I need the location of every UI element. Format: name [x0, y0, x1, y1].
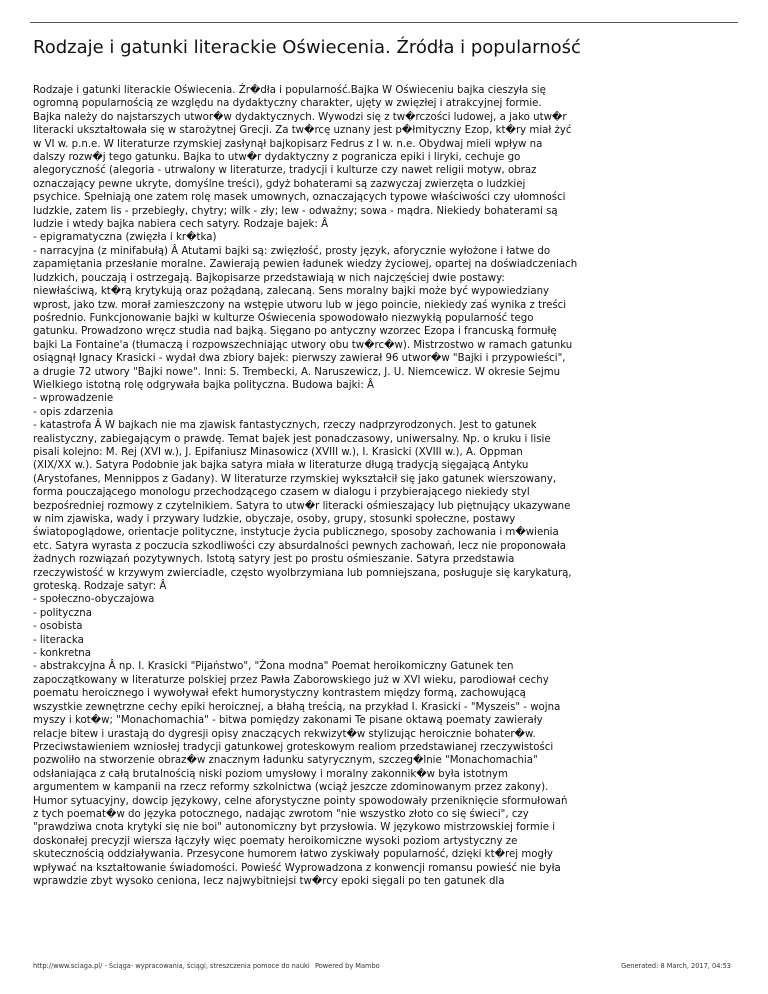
text-line: groteską. Rodzaje satyr: Â [33, 581, 167, 593]
text-line: Rodzaje i gatunki literackie Oświecenia. Źr�dła i popularność.Bajka W Oświeceniu bajka cieszyła się [33, 85, 546, 96]
page-footer [33, 962, 731, 974]
text-line: a drugie 72 utwory "Bajki nowe". Inni: S. Trembecki, A. Naruszewicz, J. U. Niemcewicz. W okresie Sejmu [33, 366, 561, 378]
text-line: relacje bitew i urastają do dygresji opisy znaczących rekwizyt�w stylizując heroicznie bohater�w. [33, 728, 536, 740]
text-line: psychice. Spełniają one zatem rolę masek umownych, oznaczających typowe właściwości czy ułomności [33, 192, 566, 204]
footer-powered-by: Powered by Mambo [315, 962, 380, 970]
text-line: - katastrofa Â W bajkach nie ma zjawisk fantastycznych, rzeczy nadprzyrodzonych. Jest to gatunek [33, 420, 537, 432]
text-line: - abstrakcyjna Â np. I. Krasicki "Pijaństwo", "Żona modna" Poemat heroikomiczny Gatunek ten [33, 661, 514, 673]
text-line: zapamiętania przesłanie moralne. Zawierają pewien ładunek wiedzy życiowej, opartej na doświadczeniach [33, 259, 578, 271]
footer-generated-date: Generated: 8 March, 2017, 04:53 [621, 962, 731, 970]
text-line: realistyczny, zabiegającym o prawdę. Temat bajek jest ponadczasowy, uniwersalny. Np. o kruku i lisie [33, 433, 551, 445]
text-line: ludzkie, zatem lis - przebiegły, chytry; wilk - zły; lew - odważny; sowa - mądra. Niekiedy bohaterami są [33, 205, 558, 217]
article-body [33, 84, 733, 888]
text-line: - narracyjna (z minifabułą) Â Atutami bajki są: zwięzłość, prosty język, aforycznie wyłożone i łatwe do [33, 245, 551, 257]
text-line: w VI w. p.n.e. W literaturze rzymskiej zasłynął bajkopisarz Fedrus z I w. n.e. Obydwaj mieli wpływ na [33, 138, 543, 150]
text-line: - epigramatyczna (zwięzła i kr�tka) [33, 232, 217, 244]
text-line: - społeczno-obyczajowa [33, 594, 155, 606]
text-line: ludzie i wtedy bajka nabiera cech satyry. Rodzaje bajek: Â [33, 219, 329, 231]
text-line: wprost, jako tzw. morał zamieszczony na wstępie utworu lub w jego poincie, niekiedy zaś wynika z treści [33, 299, 567, 311]
text-line: żadnych rozwiązań pozytywnych. Istotą satyry jest po prostu ośmieszanie. Satyra przedstawia [33, 554, 515, 566]
text-line: z tych poemat�w do języka potocznego, nadając zwrotom "nie wszystko złoto co się świeci", czy [33, 808, 529, 820]
text-line: Przeciwstawieniem wzniosłej tradycji gatunkowej groteskowym realiom przedstawianej rzeczywistości [33, 741, 554, 753]
text-line: poematu heroicznego i wywoływał efekt humorystyczny kontrastem między formą, zachowującą [33, 688, 526, 700]
text-line: odsłaniająca z całą brutalnością niski poziom umysłowy i moralny zakonnik�w była istotnym [33, 768, 508, 780]
text-line: alegoryczność (alegoria - utrwalony w literaturze, tradycji i kulturze czy nawet religii motyw, obraz [33, 165, 537, 177]
text-line: "prawdziwa cnota krytyki się nie boi" autonomiczny byt przysłowia. W językowo mistrzowskiej formie i [33, 822, 556, 834]
text-line: Wielkiego istotną rolę odgrywała bajka polityczna. Budowa bajki: Â [33, 379, 374, 391]
text-line: myszy i kot�w; "Monachomachia" - bitwa pomiędzy zakonami Te pisane oktawą poematy zawierały [33, 715, 543, 727]
text-line: ogromną popularnością ze względu na dydaktyczny charakter, ujęty w zwięzłej i atrakcyjnej formie. [33, 98, 542, 110]
text-line: niewłaściwą, kt�rą krytykują oraz pożądaną, zalecaną. Sens moralny bajki może być wypowiedziany [33, 286, 550, 298]
text-line: dalszy rozw�j tego gatunku. Bajka to utw�r dydaktyczny z pogranicza epiki i liryki, cechuje go [33, 152, 521, 164]
text-line: światopoglądowe, orientacje polityczne, instytucje życia publicznego, sposoby zachowania i m�wienia [33, 527, 559, 539]
text-line: Bajka należy do najstarszych utwor�w dydaktycznych. Wywodzi się z tw�rczości ludowej, a jako utw�r [33, 111, 567, 123]
text-line: pozwoliło na stworzenie obraz�w znacznym ładunku satyrycznym, szczeg�lnie "Monachomachia" [33, 755, 538, 767]
text-line: gatunku. Prowadzono wręcz studia nad bajką. Sięgano po antyczny wzorzec Ezopa i francuską formułę [33, 326, 557, 338]
text-line: wszystkie zewnętrzne cechy epiki heroicznej, a błahą treścią, na przykład I. Krasicki - "Myszeis" - wojna [33, 701, 561, 713]
text-line: etc. Satyra wyrasta z poczucia szkodliwości czy absurdalności pewnych zachowań, lecz nie proponowała [33, 540, 567, 552]
text-line: osiągnął Ignacy Krasicki - wydał dwa zbiory bajek: pierwszy zawierał 96 utwor�w "Bajki i przypowieści", [33, 353, 566, 365]
footer-source-link[interactable]: http://www.sciaga.pl/ - Ściąga- wypracowania, ściągi, streszczenia pomoce do nauki [33, 962, 310, 970]
text-line: Humor sytuacyjny, dowcip językowy, celne aforystyczne pointy spowodowały przeniknięcie sformułowań [33, 795, 568, 807]
text-line: - literacka [33, 634, 84, 646]
text-line: pisali kolejno: M. Rej (XVI w.), J. Epifaniusz Minasowicz (XVIII w.), I. Krasicki (XVIII w.), A. Oppman [33, 446, 523, 458]
text-line: - wprowadzenie [33, 393, 114, 405]
page-title: Rodzaje i gatunki literackie Oświecenia. Źródła i popularność [33, 37, 581, 58]
text-line: skutecznością oddziaływania. Przesycone humorem łatwo zyskiwały popularność, dzięki kt�rej mogły [33, 849, 553, 861]
text-line: oznaczający pewne ukryte, domyślne treści), gdyż bohaterami są zazwyczaj zwierzęta o ludzkiej [33, 178, 526, 190]
text-line: - osobista [33, 621, 83, 633]
text-line: (XIX/XX w.). Satyra Podobnie jak bajka satyra miała w literaturze długą tradycją sięgającą Antyku [33, 460, 529, 472]
text-line: ludzkich, pouczają i ostrzegają. Bajkopisarze przedstawiają w nich najczęściej dwie postawy: [33, 272, 505, 284]
text-line: wprawdzie zbyt wysoko ceniona, lecz najwybitniejsi tw�rcy epoki sięgali po ten gatunek dla [33, 875, 505, 887]
text-line: rzeczywistość w krzywym zwierciadle, często wyolbrzymiana lub pomniejszana, posługuje się karykaturą, [33, 567, 572, 579]
text-line: argumentem w kampanii na rzecz reformy szkolnictwa (wciąż jeszcze zdominowanym przez zakony). [33, 782, 549, 794]
text-line: (Arystofanes, Mennippos z Gadany). W literaturze rzymskiej wykształcił się jako gatunek wierszowany, [33, 473, 557, 485]
text-line: bezpośredniej rozmowy z czytelnikiem. Satyra to utw�r literacki ośmieszający lub piętnujący ukazywane [33, 500, 571, 512]
text-line: - opis zdarzenia [33, 406, 114, 418]
text-line: doskonałej precyzji wiersza łączyły więc poematy heroikomiczne wysoki poziom artystyczny ze [33, 835, 518, 847]
text-line: wpływać na kształtowanie świadomości. Powieść Wyprowadzona z konwencji romansu powieść nie była [33, 862, 561, 874]
text-line: w nim zjawiska, wady i przywary ludzkie, obyczaje, osoby, grupy, stosunki społeczne, postawy [33, 514, 516, 525]
text-line: - polityczna [33, 607, 92, 619]
text-line: zapoczątkowany w literaturze polskiej przez Pawła Zaborowskiego już w XVI wieku, parodiował cechy [33, 674, 549, 686]
text-line: - konkretna [33, 648, 91, 660]
text-line: literacki ukształtowała się w starożytnej Grecji. Za tw�rcę uznany jest p�łmityczny Ezop, kt�ry miał żyć [33, 125, 572, 137]
text-line: pośrednio. Funkcjonowanie bajki w kulturze Oświecenia spowodowało niezwykłą popularność tego [33, 312, 534, 324]
text-line: forma pouczającego monologu przechodzącego czasem w dialogu i przybierającego niekiedy styl [33, 487, 530, 499]
text-line: bajki La Fontaine'a (tłumaczą i rozpowszechniając utwory obu tw�rc�w). Mistrzostwo w ramach gatunku [33, 339, 573, 351]
header-rule [30, 22, 738, 23]
